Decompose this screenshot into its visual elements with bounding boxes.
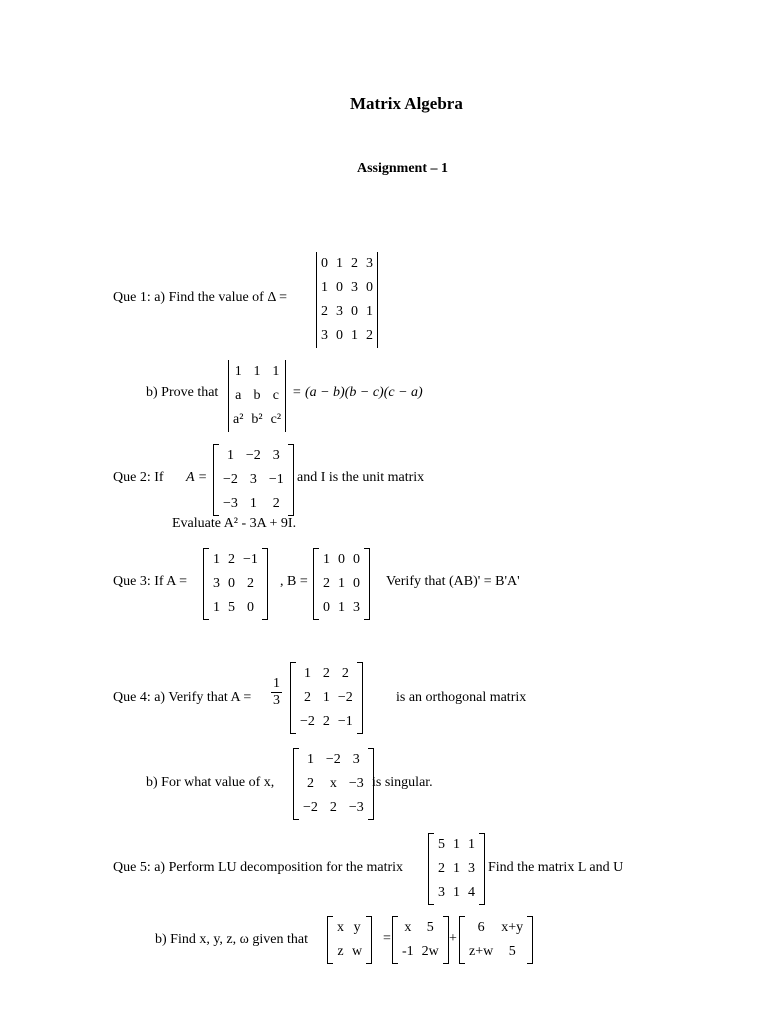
q5b-matrix-1-cell: w	[352, 944, 363, 959]
q5b-plus: +	[449, 931, 457, 946]
q1b-determinant-cell: b²	[251, 412, 263, 427]
q1-determinant-cell: 0	[321, 256, 328, 271]
q4-fraction	[271, 676, 282, 709]
q2-matrix-cell: 2	[272, 496, 280, 511]
q5b-matrix-2	[392, 916, 449, 964]
q1-determinant-cell: 0	[336, 280, 343, 295]
q5b-matrix-3-cell: 5	[508, 944, 516, 959]
q3-matrix-a-cell: 1	[213, 600, 220, 615]
q2-matrix-cell: 3	[272, 448, 280, 463]
q4-matrix-cell: 1	[322, 690, 330, 705]
q1b-determinant-cell: a	[235, 388, 242, 403]
q1-determinant-cell: 2	[351, 256, 358, 271]
q5b-matrix-2-cell: x	[404, 920, 412, 935]
q2-var: A =	[186, 470, 208, 485]
q5-matrix-left-bracket	[428, 833, 434, 905]
q5b-matrix-1-cell: y	[353, 920, 361, 935]
q5-matrix-cell: 1	[453, 861, 460, 876]
q5b-matrix-2-left-bracket	[392, 916, 398, 964]
q3-matrix-b	[313, 548, 370, 620]
q4b-matrix-cell: 1	[306, 752, 314, 767]
q4-matrix-cell: 2	[322, 714, 330, 729]
q1b-determinant-cell: a²	[233, 412, 244, 427]
q5b-matrix-1-left-bracket	[327, 916, 333, 964]
q5b-matrix-3-cell: x+y	[501, 920, 524, 935]
q1-determinant	[316, 252, 378, 348]
q3-matrix-b-cell: 1	[338, 576, 345, 591]
q4-after: is an orthogonal matrix	[396, 690, 527, 705]
q4b-matrix-cell: −3	[348, 776, 364, 791]
q4-matrix	[290, 662, 363, 734]
q1-determinant-cell: 1	[351, 328, 358, 343]
q4b-matrix-cell: x	[329, 776, 337, 791]
q3-matrix-b-cell: 0	[323, 600, 330, 615]
q1b-determinant-cell: 1	[234, 364, 242, 379]
q1-determinant-cell: 1	[366, 304, 373, 319]
q1-determinant-cell: 3	[321, 328, 328, 343]
q5-matrix-cell: 3	[438, 885, 445, 900]
q4-matrix-cell: −1	[337, 714, 353, 729]
q3-matrix-b-left-bracket	[313, 548, 319, 620]
q2-matrix-cell: −3	[223, 496, 238, 511]
q2-matrix-cell: 3	[249, 472, 257, 487]
q5b-matrix-3-cell: z+w	[469, 944, 494, 959]
q1-determinant-cell: 3	[351, 280, 358, 295]
q5b-matrix-2-cell: 2w	[421, 944, 439, 959]
q3-matrix-b-cell: 0	[338, 552, 345, 567]
q1-determinant-cell: 3	[366, 256, 373, 271]
q4b-matrix-cell: −3	[348, 800, 364, 815]
q5-matrix	[428, 833, 485, 905]
q4b-matrix	[293, 748, 374, 820]
q4b-matrix-cell: −2	[303, 800, 318, 815]
q3-matrix-b-cell: 1	[323, 552, 330, 567]
q5b-matrix-2-cell: 5	[426, 920, 434, 935]
q5-matrix-cell: 1	[468, 837, 475, 852]
q1-determinant-cell: 1	[321, 280, 328, 295]
q5b-matrix-1-right-bracket	[366, 916, 372, 964]
q3-matrix-a-cell: 0	[228, 576, 235, 591]
q5-matrix-cell: 2	[438, 861, 445, 876]
q5b-matrix-1	[327, 916, 372, 964]
q1-determinant-cell: 0	[366, 280, 373, 295]
q2-after: and I is the unit matrix	[297, 470, 425, 485]
q1-determinant-cell: 3	[336, 304, 343, 319]
q5-label: Que 5: a) Perform LU decomposition for the matrix	[113, 860, 404, 875]
q1-determinant-cell: 2	[366, 328, 373, 343]
q4b-matrix-cell: −2	[325, 752, 341, 767]
q2-matrix-cell: 1	[249, 496, 257, 511]
q1-determinant-cell: 1	[336, 256, 343, 271]
q4-matrix-cell: −2	[300, 714, 315, 729]
q4b-after: is singular.	[372, 775, 433, 790]
q3-matrix-a	[203, 548, 268, 620]
q5b-matrix-1-cell: z	[337, 944, 344, 959]
assignment-subtitle: Assignment – 1	[357, 161, 449, 176]
q1-determinant-cell: 0	[336, 328, 343, 343]
q2-matrix-right-bracket	[288, 444, 294, 516]
page-title: Matrix Algebra	[350, 94, 463, 113]
q4-matrix-cell: −2	[337, 690, 353, 705]
q5-matrix-cell: 5	[438, 837, 445, 852]
q4-matrix-cell: 2	[341, 666, 349, 681]
q5-after: Find the matrix L and U	[488, 860, 624, 875]
q5-matrix-cell: 1	[453, 837, 460, 852]
q3-matrix-a-cell: 3	[213, 576, 220, 591]
q4-frac-num: 1	[273, 676, 280, 691]
q2-label: Que 2: If	[113, 470, 164, 485]
q5-matrix-cell: 3	[468, 861, 475, 876]
q1b-determinant-cell: 1	[272, 364, 280, 379]
q5b-matrix-3	[459, 916, 533, 964]
q3-comma: , B =	[280, 574, 308, 589]
q3-matrix-a-cell: 0	[246, 600, 254, 615]
q3-matrix-b-cell: 0	[353, 576, 360, 591]
q4b-matrix-left-bracket	[293, 748, 299, 820]
q3-matrix-a-cell: 2	[246, 576, 254, 591]
q5b-matrix-3-right-bracket	[527, 916, 533, 964]
q3-matrix-a-cell: 5	[228, 600, 235, 615]
q1-label: Que 1: a) Find the value of Δ =	[113, 290, 287, 305]
q2-evaluate: Evaluate A² - 3A + 9I.	[172, 516, 297, 531]
q2-matrix-cell: −1	[268, 472, 284, 487]
q3-matrix-b-right-bracket	[364, 548, 370, 620]
q4-matrix-cell: 2	[303, 690, 311, 705]
q2-matrix-cell: −2	[223, 472, 238, 487]
q3-matrix-b-cell: 0	[353, 552, 360, 567]
q2-matrix-cell: 1	[226, 448, 234, 463]
q3-matrix-b-cell: 2	[323, 576, 330, 591]
q4b-matrix-cell: 3	[352, 752, 360, 767]
q4b-label: b) For what value of x,	[146, 775, 275, 790]
q1b-label: b) Prove that	[146, 385, 219, 400]
q5b-matrix-3-cell: 6	[477, 920, 485, 935]
q5b-matrix-1-cell: x	[337, 920, 344, 935]
q2-matrix-cell: −2	[245, 448, 261, 463]
q3-matrix-b-cell: 1	[338, 600, 345, 615]
q3-matrix-a-left-bracket	[203, 548, 209, 620]
q1-determinant-cell: 0	[351, 304, 358, 319]
q3-matrix-a-cell: 2	[228, 552, 235, 567]
q3-matrix-a-cell: 1	[213, 552, 220, 567]
q1b-result: = (a − b)(b − c)(c − a)	[292, 385, 423, 400]
q5-matrix-cell: 4	[468, 885, 475, 900]
q4b-matrix-cell: 2	[306, 776, 314, 791]
q1b-determinant-cell: b	[253, 388, 261, 403]
q1b-determinant	[228, 360, 286, 432]
q5b-matrix-2-right-bracket	[443, 916, 449, 964]
q4-matrix-left-bracket	[290, 662, 296, 734]
q5b-matrix-3-left-bracket	[459, 916, 465, 964]
q2-matrix	[213, 444, 294, 516]
q3-matrix-a-right-bracket	[262, 548, 268, 620]
q4-frac-den: 3	[273, 693, 280, 708]
q2-matrix-left-bracket	[213, 444, 219, 516]
q3-label: Que 3: If A =	[113, 574, 187, 589]
q5-matrix-right-bracket	[479, 833, 485, 905]
q4b-matrix-cell: 2	[329, 800, 337, 815]
q4-label: Que 4: a) Verify that A =	[113, 690, 252, 705]
q5-matrix-cell: 1	[453, 885, 460, 900]
q5b-equals: =	[383, 931, 391, 946]
q1b-determinant-cell: c	[272, 388, 279, 403]
q4-matrix-cell: 1	[303, 666, 311, 681]
q4-matrix-right-bracket	[357, 662, 363, 734]
q3-matrix-a-cell: −1	[243, 552, 258, 567]
q1b-determinant-cell: c²	[270, 412, 282, 427]
q1-determinant-cell: 2	[321, 304, 328, 319]
q4-matrix-cell: 2	[322, 666, 330, 681]
q3-matrix-b-cell: 3	[353, 600, 360, 615]
q3-verify: Verify that (AB)' = B'A'	[386, 574, 520, 589]
q5b-label: b) Find x, y, z, ω given that	[155, 932, 308, 947]
q1b-determinant-cell: 1	[253, 364, 261, 379]
q5b-matrix-2-cell: -1	[402, 944, 414, 959]
